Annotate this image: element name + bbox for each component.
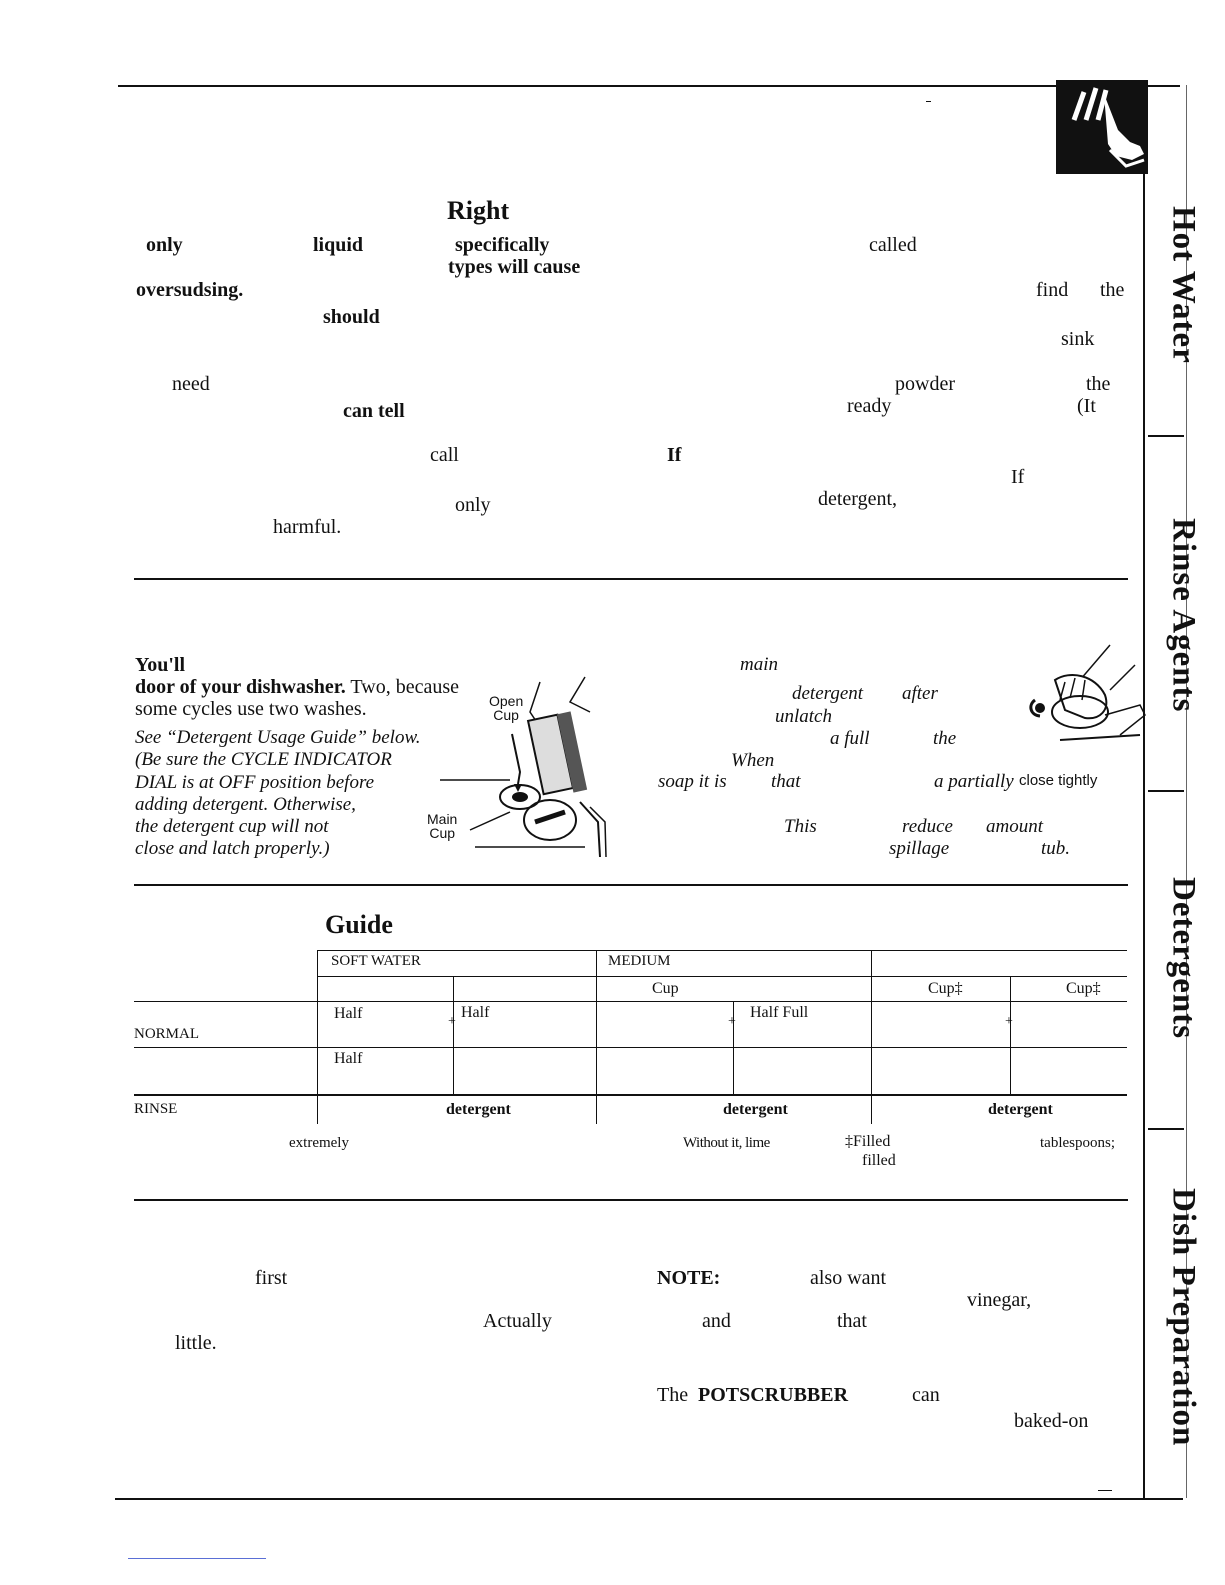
cell-rinse-soft: detergent bbox=[446, 1101, 511, 1118]
row-label-normal: NORMAL bbox=[134, 1026, 200, 1042]
section2-note-line: DIAL is at OFF position before bbox=[135, 772, 375, 793]
plus-sign: + bbox=[448, 1014, 456, 1029]
header-medium: MEDIUM bbox=[608, 953, 671, 969]
tab-separator bbox=[1148, 790, 1184, 792]
section2-right-word: tub. bbox=[1041, 838, 1071, 859]
cell-rinse-medium: detergent bbox=[723, 1101, 788, 1118]
section2-right-word: a partially bbox=[934, 771, 1014, 792]
header-soft-water: SOFT WATER bbox=[331, 953, 421, 969]
cell-soft-open: Half bbox=[461, 1004, 490, 1021]
section1-word: need bbox=[172, 373, 210, 395]
section4-word: POTSCRUBBER bbox=[698, 1384, 849, 1406]
detergent-dispenser-illustration bbox=[440, 672, 610, 862]
section1-word: sink bbox=[1061, 328, 1095, 350]
section2-right-word: the bbox=[933, 728, 957, 749]
section1-word: If bbox=[667, 444, 682, 466]
tab-detergents[interactable]: Detergents bbox=[1165, 876, 1202, 1040]
section2-right-word: detergent bbox=[792, 683, 864, 704]
section1-word: powder bbox=[895, 373, 955, 395]
section2-note-line: (Be sure the CYCLE INDICATOR bbox=[135, 749, 392, 770]
section1-word: only bbox=[146, 234, 183, 256]
tab-separator bbox=[1148, 1128, 1184, 1130]
section2-right-word: unlatch bbox=[775, 706, 832, 727]
section2-right-word: This bbox=[784, 816, 817, 837]
main-cup-label: Main Cup bbox=[427, 811, 458, 841]
section1-word: find bbox=[1036, 279, 1069, 301]
footnote-text: Without it, lime bbox=[683, 1135, 770, 1151]
footnote-text: ‡Filled bbox=[845, 1133, 891, 1150]
section4-word: that bbox=[837, 1310, 867, 1332]
section4-word: The bbox=[657, 1384, 689, 1406]
section1-word: harmful. bbox=[273, 516, 342, 538]
section2-right-word: soap it is bbox=[658, 771, 727, 792]
cell-soft-main: Half bbox=[334, 1005, 363, 1022]
section2-lead: You'll bbox=[135, 654, 186, 676]
section1-word: detergent, bbox=[818, 488, 898, 510]
section2-right-word: close tightly bbox=[1019, 772, 1098, 789]
section4-word: NOTE: bbox=[657, 1267, 721, 1289]
section1-word: the bbox=[1086, 373, 1111, 395]
section4-word: can bbox=[912, 1384, 940, 1406]
link-underline bbox=[128, 1558, 266, 1559]
section1-heading: Right bbox=[447, 196, 510, 225]
cup-label: Cup‡ bbox=[1066, 980, 1101, 997]
section2-right-word: spillage bbox=[889, 838, 950, 859]
section1-word: can tell bbox=[343, 400, 405, 422]
section2-right-word: amount bbox=[986, 816, 1043, 837]
plus-sign: + bbox=[728, 1014, 736, 1029]
tab-separator bbox=[1148, 435, 1184, 437]
hand-unlatching-cup-illustration bbox=[1010, 640, 1150, 750]
plus-sign: + bbox=[1005, 1014, 1013, 1029]
section2-right-word: When bbox=[731, 750, 775, 771]
usage-guide-heading: Guide bbox=[325, 910, 393, 939]
cell-soft-main-row2: Half bbox=[334, 1050, 363, 1067]
footnote-text: extremely bbox=[289, 1135, 349, 1151]
section1-rule bbox=[134, 578, 1128, 580]
top-rule bbox=[118, 85, 1180, 87]
bottom-rule bbox=[115, 1498, 1183, 1500]
section2-line2: door of your dishwasher. Two, because bbox=[135, 676, 459, 698]
section1-word: liquid bbox=[313, 234, 364, 256]
table-bottom-rule bbox=[134, 1199, 1128, 1201]
section1-word: should bbox=[323, 306, 380, 328]
section4-word: Actually bbox=[483, 1310, 552, 1332]
section1-word: types will cause bbox=[448, 256, 581, 278]
speck-mark bbox=[926, 101, 931, 102]
tab-divider-line bbox=[1143, 85, 1145, 1498]
section1-word: call bbox=[430, 444, 459, 466]
section1-word: (It bbox=[1077, 395, 1096, 417]
section4-word: and bbox=[702, 1310, 731, 1332]
cup-label: Cup bbox=[652, 980, 679, 997]
section2-right-word: after bbox=[902, 683, 938, 704]
section1-word: If bbox=[1011, 466, 1025, 488]
section1-word: only bbox=[455, 494, 491, 516]
section1-word: specifically bbox=[455, 234, 550, 256]
section2-rule bbox=[134, 884, 1128, 886]
open-cup-label: Open Cup bbox=[489, 693, 524, 723]
section2-note-line: the detergent cup will not bbox=[135, 816, 329, 837]
section4-word: first bbox=[255, 1267, 288, 1289]
tab-hot-water[interactable]: Hot Water bbox=[1165, 206, 1202, 364]
section2-right-word: main bbox=[740, 654, 778, 675]
hand-pressing-icon bbox=[1056, 80, 1148, 174]
section1-word: the bbox=[1100, 279, 1125, 301]
tab-rinse-agents[interactable]: Rinse Agents bbox=[1165, 517, 1202, 713]
row-label-rinse: RINSE bbox=[134, 1101, 178, 1117]
section2-note-line: adding detergent. Otherwise, bbox=[135, 794, 356, 815]
section4-word: little. bbox=[175, 1332, 217, 1354]
cell-medium-open: Half Full bbox=[750, 1004, 809, 1021]
section2-right-word: reduce bbox=[902, 816, 953, 837]
footnote-text: filled bbox=[862, 1152, 896, 1169]
section1-word: oversudsing. bbox=[136, 279, 244, 301]
section1-word: ready bbox=[847, 395, 892, 417]
section2-right-word: that bbox=[771, 771, 801, 792]
section2-note-line: See “Detergent Usage Guide” below. bbox=[135, 727, 421, 748]
section4-word: baked-on bbox=[1014, 1410, 1089, 1432]
footnote-text: tablespoons; bbox=[1040, 1135, 1115, 1151]
speck-mark bbox=[1098, 1490, 1112, 1491]
cell-rinse-hard: detergent bbox=[988, 1101, 1053, 1118]
cup-label: Cup‡ bbox=[928, 980, 963, 997]
section4-word: also want bbox=[810, 1267, 887, 1289]
section1-word: called bbox=[869, 234, 917, 256]
section2-right-word: a full bbox=[830, 728, 870, 749]
section2-note-line: close and latch properly.) bbox=[135, 838, 330, 859]
section4-word: vinegar, bbox=[967, 1289, 1032, 1311]
section2-line3: some cycles use two washes. bbox=[135, 698, 367, 720]
tab-dish-preparation[interactable]: Dish Preparation bbox=[1165, 1188, 1202, 1447]
